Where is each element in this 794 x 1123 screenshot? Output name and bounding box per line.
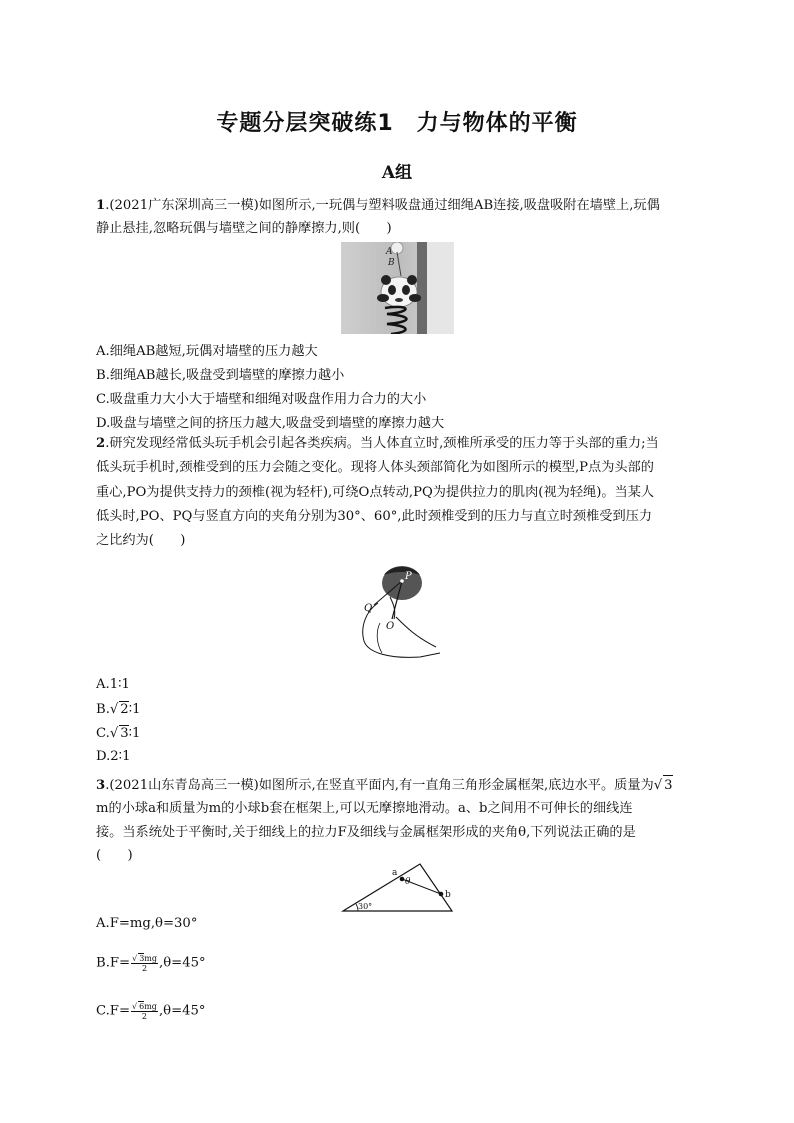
q3-label-a: a	[392, 868, 398, 878]
q2-text-line2: 低头玩手机时,颈椎受到的压力会随之变化。现将人体头颈部简化为如图所示的模型,P点为头部的	[96, 460, 654, 475]
q3-label-b: b	[445, 890, 451, 900]
q1-line1-text: .(2021广东深圳高三一模)如图所示,一玩偶与塑料吸盘通过细绳AB连接,吸盘吸附在墙壁上,玩偶	[105, 198, 660, 213]
q1-text-line1	[96, 196, 660, 216]
q3-text-line2: m的小球a和质量为m的小球b套在框架上,可以无摩擦地滑动。a、b之间用不可伸长的细线连	[96, 801, 633, 816]
q2-text-line3: 重心,PO为提供支持力的颈椎(视为轻杆),可绕O点转动,PQ为提供拉力的肌肉(视为轻绳)。当某人	[96, 485, 655, 500]
q3-figure-triangle-frame	[340, 860, 455, 915]
q3-line1-radicand: 3	[663, 775, 672, 796]
q1-number: 1	[96, 198, 106, 213]
q2-label-q: Q	[364, 603, 373, 614]
q3-text-line3: 接。当系统处于平衡时,关于细线上的拉力F及细线与金属框架形成的夹角θ,下列说法正确的是	[96, 825, 636, 840]
q1-label-a: A	[386, 247, 393, 257]
q3-option-a: A.F=mg,θ=30°	[96, 916, 198, 931]
q3-option-b: B.F= $\frac{√ 3mg}{2}$ ,θ=45°	[96, 954, 206, 973]
q1-option-d: D.吸盘与墙壁之间的挤压力越大,吸盘受到墙壁的摩擦力越大	[96, 416, 445, 431]
q2-label-p: P	[405, 571, 412, 582]
q1-option-b: B.细绳AB越长,吸盘受到墙壁的摩擦力越小	[96, 368, 345, 383]
q2-number: 2	[96, 436, 106, 451]
group-heading: A组	[381, 163, 413, 183]
q1-option-a: A.细绳AB越短,玩偶对墙壁的压力越大	[96, 344, 318, 359]
q2-text-line5: 之比约为( )	[96, 533, 186, 548]
q3-number: 3	[96, 778, 106, 793]
q2-line1-text: .研究发现经常低头玩手机会引起各类疾病。当人体直立时,颈椎所承受的压力等于头部的重力;当	[105, 436, 659, 451]
q2-option-b: B.√ 2∶1	[96, 702, 141, 717]
q3-label-theta: θ	[405, 877, 411, 887]
q3-text-line1: 3.(2021山东青岛高三一模)如图所示,在竖直平面内,有一直角三角形金属框架,底边水平。质量为√ 3	[96, 775, 673, 796]
q3-text-line4: ( )	[96, 848, 133, 863]
q1-label-b: B	[388, 258, 395, 268]
q2-text-line1	[96, 434, 659, 454]
q1-figure-photo	[341, 242, 454, 334]
q2-option-a: A.1∶1	[96, 677, 130, 692]
q2-figure-head-neck	[350, 561, 442, 661]
q1-text-line2: 静止悬挂,忽略玩偶与墙壁之间的静摩擦力,则( )	[96, 221, 392, 236]
q2-option-c: C.√ 3∶1	[96, 726, 141, 741]
page-title: 专题分层突破练1 力与物体的平衡	[216, 111, 578, 136]
q1-option-c: C.吸盘重力大小大于墙壁和细绳对吸盘作用力合力的大小	[96, 392, 427, 407]
q2-label-o: O	[386, 621, 395, 632]
q3-label-angle: 30°	[358, 902, 373, 911]
q3-option-c: C.F= $\frac{√ 6mg}{2}$ ,θ=45°	[96, 1002, 206, 1021]
q3-line1-text: .(2021山东青岛高三一模)如图所示,在竖直平面内,有一直角三角形金属框架,底边水平。质量为	[105, 778, 654, 793]
q2-option-d: D.2∶1	[96, 749, 131, 764]
q2-text-line4: 低头时,PO、PQ与竖直方向的夹角分别为30°、60°,此时颈椎受到的压力与直立时颈椎受到压力	[96, 509, 653, 524]
